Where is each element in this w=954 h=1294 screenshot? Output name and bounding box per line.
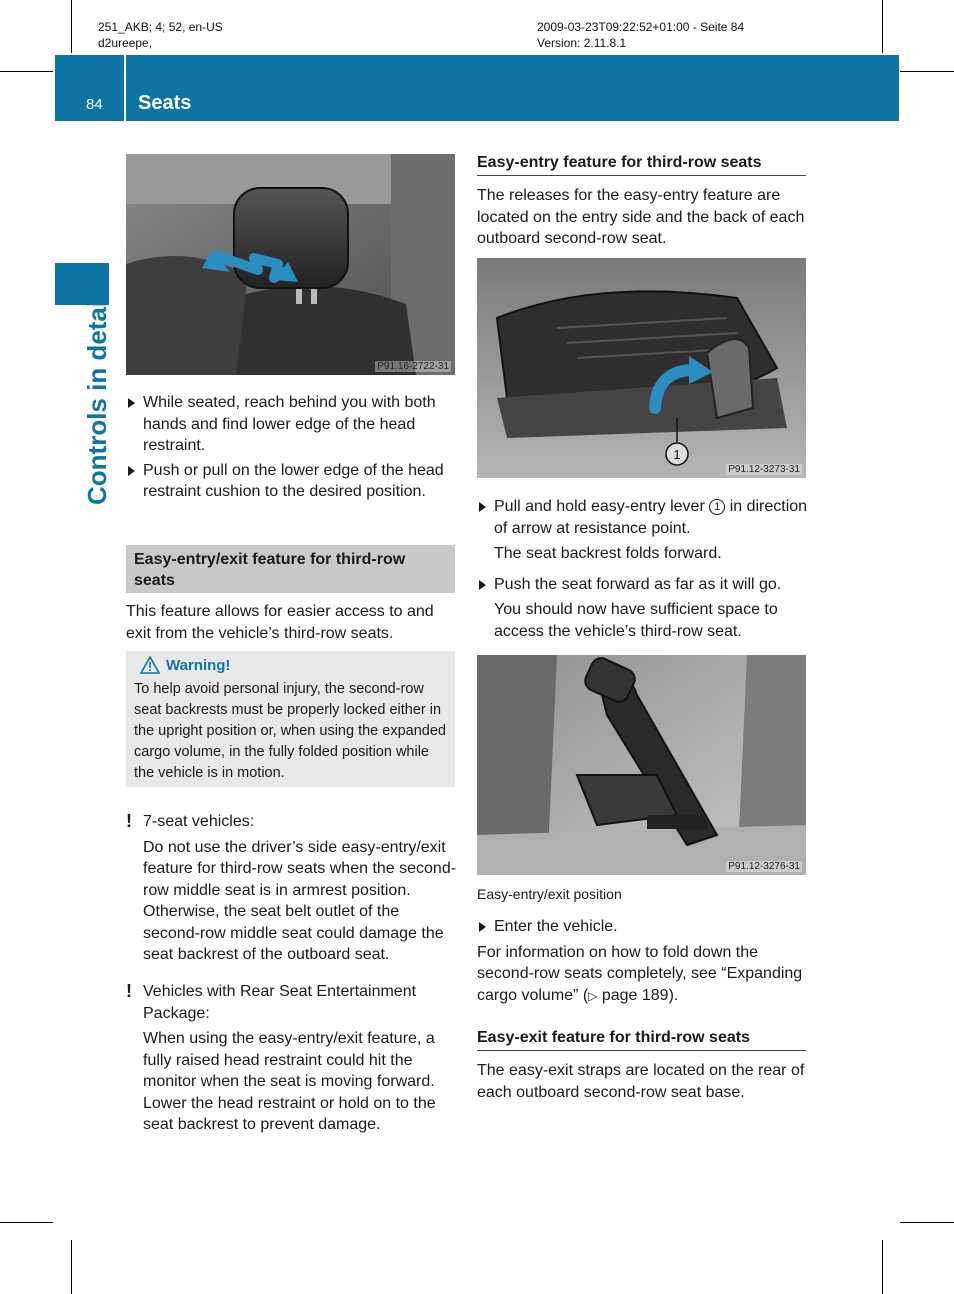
warning-box <box>126 651 455 787</box>
image-caption: Easy-entry/exit position <box>477 886 622 902</box>
section-text: The easy-exit straps are located on the rear of each outboard second-row seat base. <box>477 1062 805 1101</box>
lever-number-icon: 1 <box>709 499 725 515</box>
crop-mark <box>0 71 53 72</box>
meta-line: d2ureepe, <box>98 36 153 50</box>
crop-mark <box>71 0 72 53</box>
info-text-part: page 189). <box>597 986 679 1004</box>
side-tab-label: Controls in detail <box>82 292 112 505</box>
note-title: Vehicles with Rear Seat Entertainment Package: <box>143 983 417 1022</box>
note-rear-seat-entertainment <box>126 981 460 1136</box>
warning-text: To help avoid personal injury, the second-row seat backrests must be properly locked either in the upright position or, when using the expanded cargo volume, in the fully folded position while the vehicle is in motion. <box>134 681 446 781</box>
note-text: When using the easy-entry/exit feature, a fully raised head restraint could hit the monitor when the seat is moving forward. Lower the head restraint or hold on to the seat backrest to prevent damage. <box>143 1030 436 1133</box>
image-code: P91.16-2722-31 <box>377 361 449 372</box>
page-title: Seats <box>138 92 192 114</box>
meta-line: Version: 2.11.8.1 <box>537 36 627 50</box>
warning-triangle-icon <box>140 656 160 674</box>
seat-lever-illustration <box>477 258 806 478</box>
caution-icon: ! <box>126 811 132 831</box>
section-heading: Easy-entry/exit feature for third-row seats <box>126 545 455 593</box>
instruction-step: Enter the vehicle. <box>477 916 811 938</box>
easy-entry-position-illustration <box>477 655 806 875</box>
right-section2 <box>477 1029 806 1103</box>
info-text-part: For information on how to fold down the second-row seats completely, see “Expanding cargo volume” ( <box>477 943 803 1004</box>
instruction-step: While seated, reach behind you with both hands and find lower edge of the head restraint. <box>126 392 460 457</box>
head-restraint-illustration <box>126 154 455 375</box>
crop-mark <box>71 1240 72 1294</box>
print-meta-right <box>537 19 744 51</box>
note-7-seat <box>126 811 460 966</box>
instruction-step: Push the seat forward as far as it will go. <box>477 574 811 596</box>
crop-mark <box>900 71 954 72</box>
print-meta-left <box>98 19 223 51</box>
section-heading: Easy-entry feature for third-row seats <box>477 154 806 176</box>
info-text <box>477 942 811 1008</box>
step-text: in direction of arrow at resistance point. <box>494 498 808 537</box>
easy-entry-position-photo <box>477 655 806 875</box>
warning-title <box>166 657 447 674</box>
image-code: P91.12-3276-31 <box>728 861 800 872</box>
section-intro: This feature allows for easier access to and exit from the vehicle’s third-row seats. <box>126 603 434 642</box>
instruction-step <box>477 496 811 539</box>
note-text: Do not use the driver’s side easy-entry/exit feature for third-row seats when the second-row middle seat is in armrest position. Otherwise, the seat belt outlet of the second-row middle seat could damage the seat backrest of the outboard seat. <box>143 838 457 963</box>
note-title: 7-seat vehicles: <box>143 813 255 830</box>
crop-mark <box>0 1222 53 1223</box>
warning-title-text: Warning! <box>166 657 231 674</box>
head-restraint-photo <box>126 154 455 375</box>
callout-label: 1 <box>673 447 681 462</box>
image-code: P91.12-3273-31 <box>728 464 800 475</box>
crop-mark <box>882 0 883 53</box>
right-enter-step <box>477 916 811 1007</box>
right-steps <box>477 496 811 642</box>
step-result: You should now have sufficient space to access the vehicle’s third-row seat. <box>494 601 778 640</box>
step-text: Pull and hold easy-entry lever <box>494 498 705 515</box>
instruction-step: Push or pull on the lower edge of the head restraint cushion to the desired position. <box>126 460 460 503</box>
meta-line: 251_AKB; 4; 52, en-US <box>98 20 223 34</box>
meta-line: 2009-03-23T09:22:52+01:00 - Seite 84 <box>537 20 745 34</box>
step-result: The seat backrest folds forward. <box>494 545 722 562</box>
page-reference-arrow-icon: ▷ <box>588 988 598 1003</box>
crop-mark <box>882 1240 883 1294</box>
caution-icon: ! <box>126 981 132 1001</box>
left-bullets <box>126 392 460 503</box>
section-heading: Easy-exit feature for third-row seats <box>477 1029 806 1051</box>
crop-mark <box>900 1222 954 1223</box>
page-number: 84 <box>86 96 103 113</box>
section-text: The releases for the easy-entry feature are located on the entry side and the back of each outboard second-row seat. <box>477 187 805 247</box>
seat-lever-photo <box>477 258 806 478</box>
header-divider <box>124 55 126 121</box>
right-section1 <box>477 154 806 250</box>
